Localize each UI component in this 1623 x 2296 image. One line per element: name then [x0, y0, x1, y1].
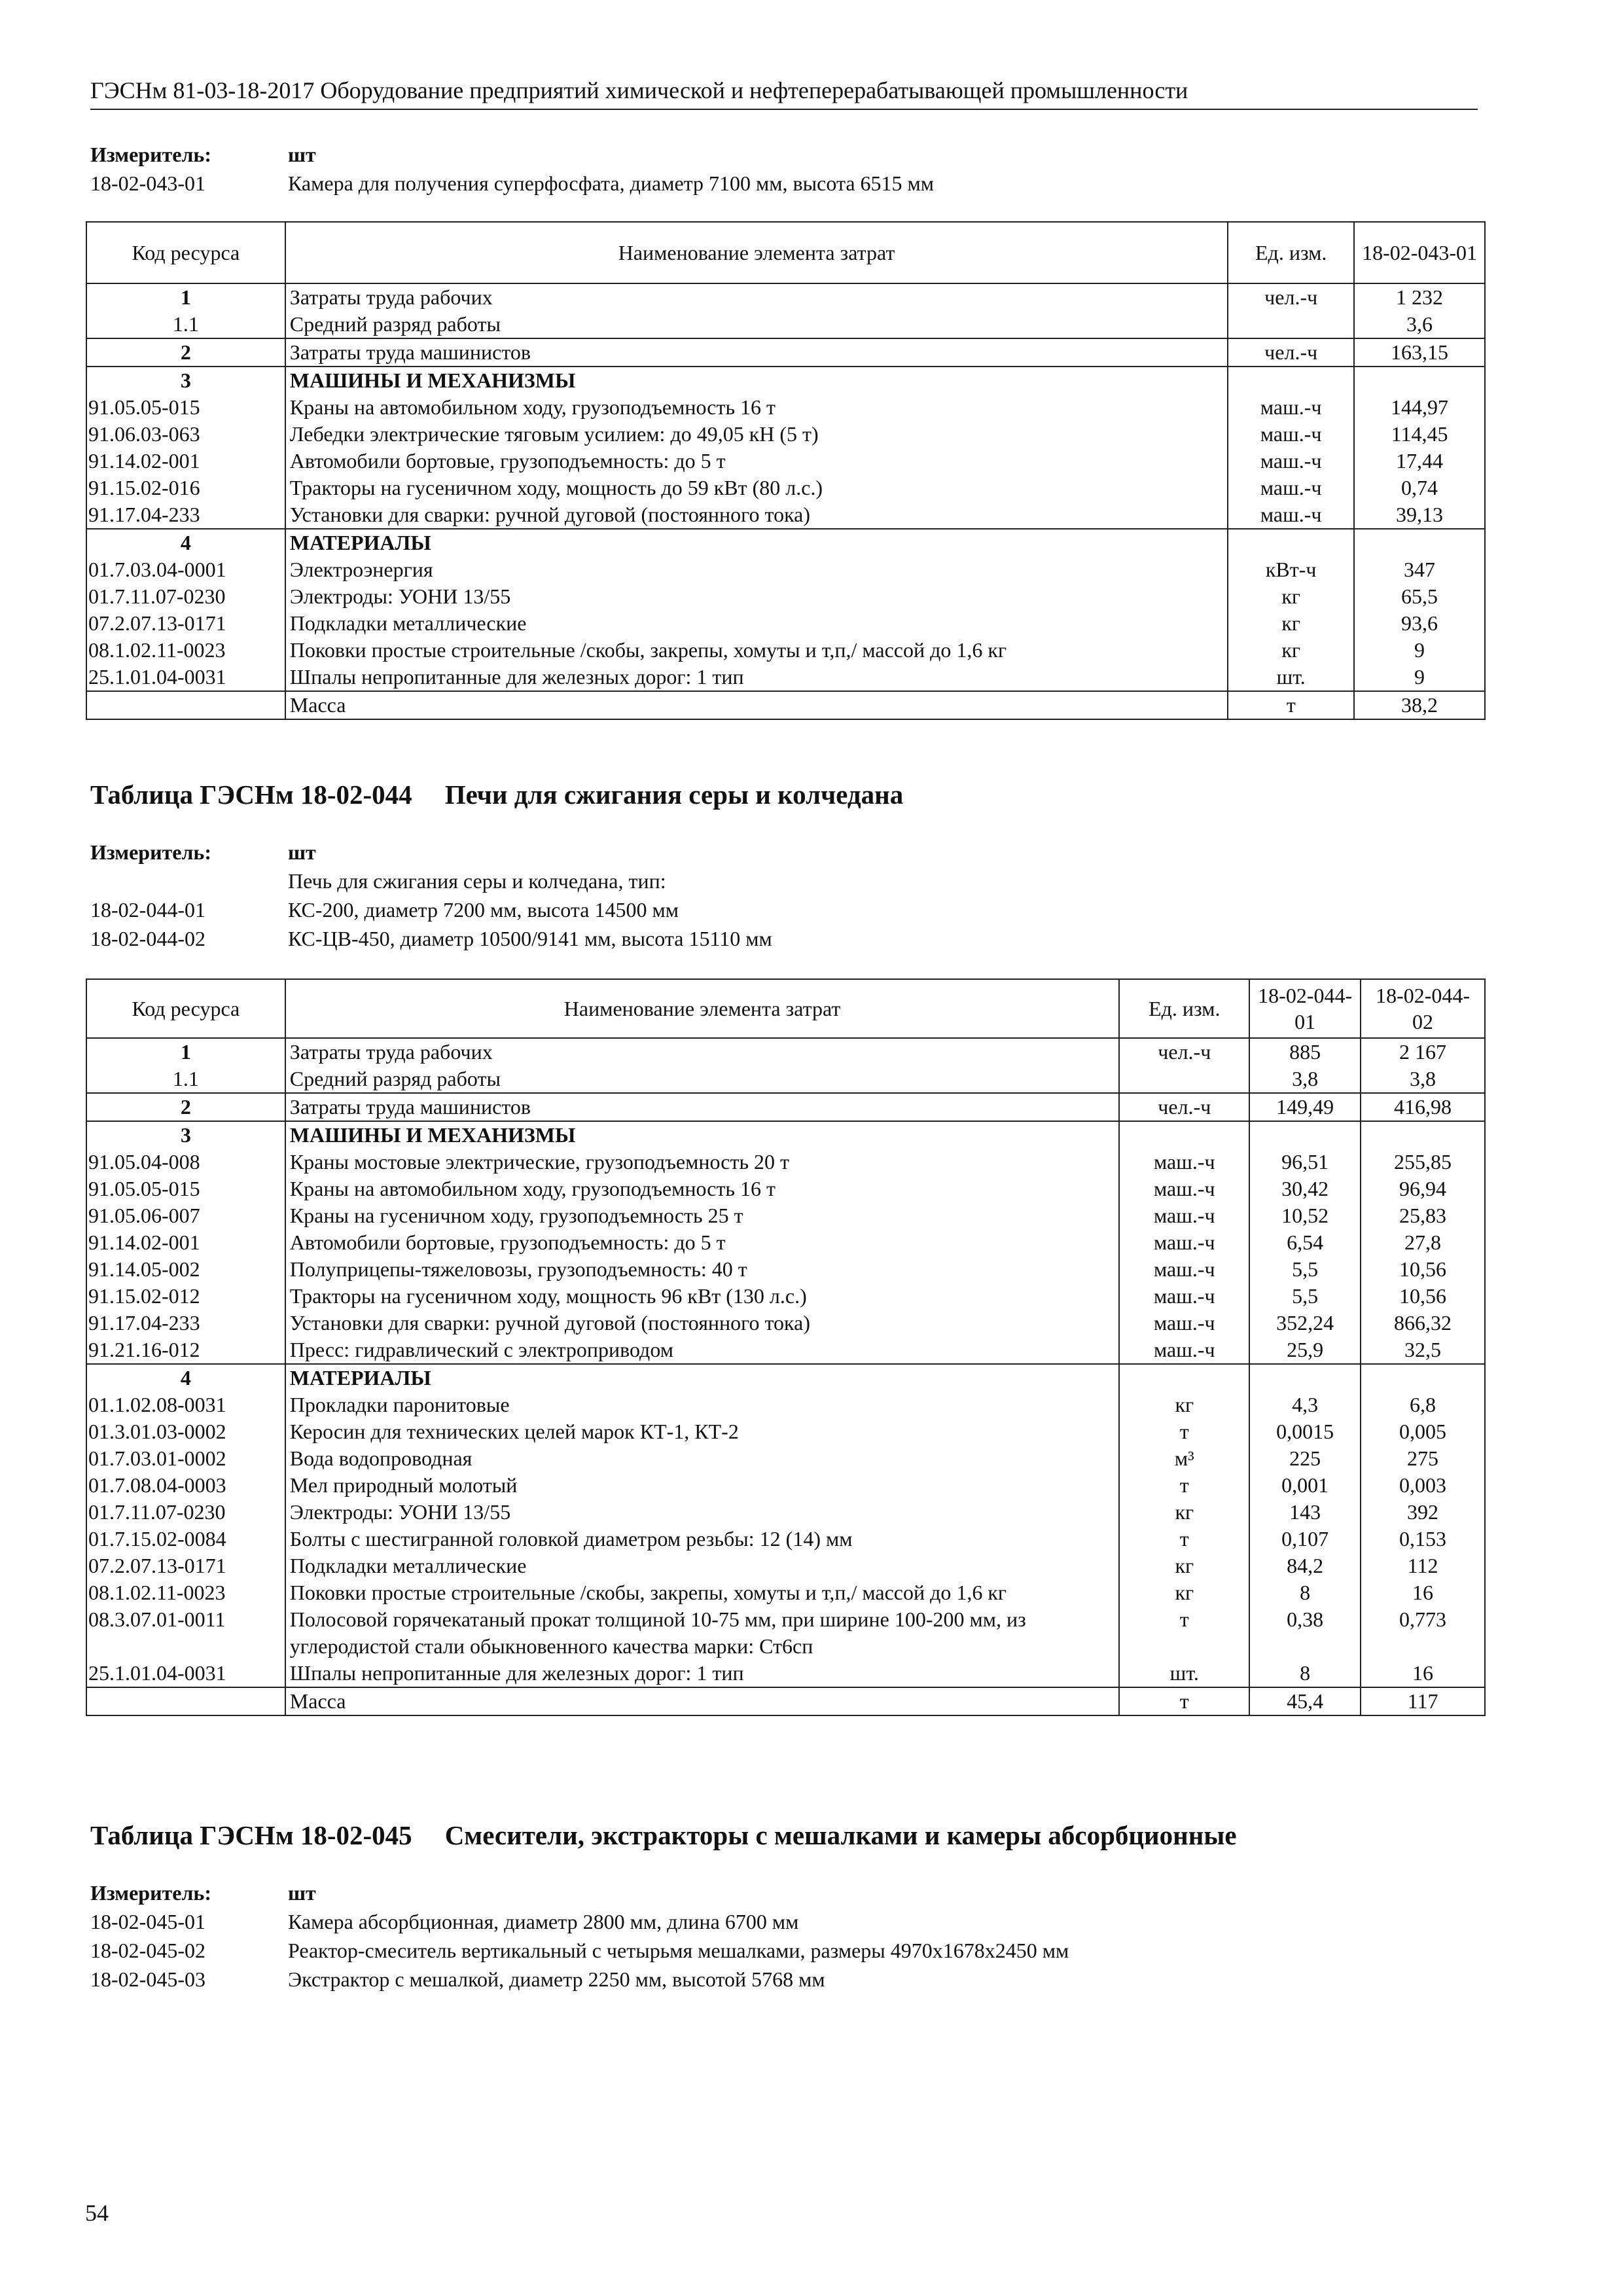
resource-unit: чел.-ч: [1228, 338, 1354, 367]
norm-value: [1354, 367, 1485, 394]
norm-value: 3,6: [1354, 311, 1485, 338]
resource-unit: [1119, 1121, 1249, 1149]
resource-code: 07.2.07.13-0171: [86, 610, 285, 637]
resource-code: [86, 691, 285, 719]
table-row: [86, 1526, 1485, 1552]
norm-value: 16: [1361, 1660, 1485, 1687]
table-row: [86, 421, 1485, 448]
item-row: [90, 169, 1478, 198]
norm-value: 866,32: [1361, 1310, 1485, 1336]
resource-name: Краны мостовые электрические, грузоподъемность 20 т: [285, 1149, 1120, 1175]
resource-unit: кг: [1228, 637, 1354, 664]
resource-unit: кг: [1228, 610, 1354, 637]
norm-value: 352,24: [1249, 1310, 1361, 1336]
resource-unit: маш.-ч: [1119, 1229, 1249, 1256]
norm-value: 25,83: [1361, 1202, 1485, 1229]
item-text: КС-ЦВ-450, диаметр 10500/9141 мм, высота 15110 мм: [288, 927, 772, 950]
item-code: 18-02-045-01: [90, 1910, 205, 1933]
norm-value: 0,005: [1361, 1418, 1485, 1445]
norm-value: 38,2: [1354, 691, 1485, 719]
measure-block-045: [90, 1878, 1478, 1994]
norm-value: 84,2: [1249, 1552, 1361, 1579]
table-row: [86, 1687, 1485, 1715]
norm-value: 0,0015: [1249, 1418, 1361, 1445]
item-row: [90, 924, 1478, 953]
item-code: 18-02-043-01: [90, 171, 205, 195]
measure-value: шт: [288, 1881, 316, 1905]
table-row: [86, 1093, 1485, 1121]
resource-code: 3: [86, 367, 285, 394]
norm-value: 149,49: [1249, 1093, 1361, 1121]
resource-unit: маш.-ч: [1119, 1202, 1249, 1229]
measure-value: шт: [288, 143, 316, 166]
norm-value: 275: [1361, 1445, 1485, 1472]
resource-unit: кг: [1119, 1552, 1249, 1579]
norm-value: 9: [1354, 664, 1485, 691]
norm-value: 6,54: [1249, 1229, 1361, 1256]
item-text: Реактор-смеситель вертикальный с четырьмя мешалками, размеры 4970х1678х2450 мм: [288, 1939, 1069, 1962]
norm-value: 96,94: [1361, 1175, 1485, 1202]
resource-code: 1.1: [86, 311, 285, 338]
item-code: 18-02-045-02: [90, 1939, 205, 1962]
resource-name: Масса: [285, 1687, 1120, 1715]
resource-name: Электроэнергия: [285, 556, 1228, 583]
table-row: [86, 1310, 1485, 1336]
norm-value: 117: [1361, 1687, 1485, 1715]
resource-name: Масса: [285, 691, 1228, 719]
resource-name: Краны на автомобильном ходу, грузоподъемность 16 т: [285, 1175, 1120, 1202]
resource-unit: т: [1119, 1472, 1249, 1499]
table-row: [86, 1202, 1485, 1229]
resource-unit: маш.-ч: [1228, 501, 1354, 529]
norm-value: 10,56: [1361, 1256, 1485, 1283]
item-code: 18-02-044-01: [90, 898, 205, 922]
resource-code: 91.14.02-001: [86, 1229, 285, 1256]
running-header: ГЭСНм 81-03-18-2017 Оборудование предприятий химической и нефтеперерабатывающей промышленности: [90, 76, 1478, 110]
table-row: [86, 367, 1485, 394]
resource-name: Затраты труда рабочих: [285, 1038, 1120, 1066]
resource-name: Тракторы на гусеничном ходу, мощность до 59 кВт (80 л.с.): [285, 475, 1228, 501]
norm-value: 8: [1249, 1579, 1361, 1606]
resource-name: Подкладки металлические: [285, 1552, 1120, 1579]
section-title-044: [90, 779, 903, 810]
resource-code: 01.7.11.07-0230: [86, 583, 285, 610]
resource-table-043: [86, 221, 1486, 720]
item-row: [90, 1907, 1478, 1936]
resource-unit: маш.-ч: [1228, 475, 1354, 501]
table-row: [86, 1552, 1485, 1579]
table-row: [86, 1472, 1485, 1499]
page-number: 54: [85, 2200, 109, 2226]
resource-code: 01.7.11.07-0230: [86, 1499, 285, 1526]
norm-value: 5,5: [1249, 1283, 1361, 1310]
norm-value: 416,98: [1361, 1093, 1485, 1121]
resource-name: Затраты труда рабочих: [285, 283, 1228, 311]
table-row: [86, 1579, 1485, 1606]
header-code: Код ресурса: [86, 979, 285, 1038]
table-row: [86, 1256, 1485, 1283]
resource-name: Установки для сварки: ручной дуговой (постоянного тока): [285, 501, 1228, 529]
resource-code: 07.2.07.13-0171: [86, 1552, 285, 1579]
header-unit: Ед. изм.: [1119, 979, 1249, 1038]
table-body: [86, 283, 1485, 719]
resource-name: Шпалы непропитанные для железных дорог: 1 тип: [285, 1660, 1120, 1687]
norm-value: 144,97: [1354, 394, 1485, 421]
norm-value: 16: [1361, 1579, 1485, 1606]
resource-code: 01.7.15.02-0084: [86, 1526, 285, 1552]
norm-value: 225: [1249, 1445, 1361, 1472]
norm-value: 6,8: [1361, 1391, 1485, 1418]
resource-code: 4: [86, 1364, 285, 1391]
section-name: Печи для сжигания серы и колчедана: [444, 780, 904, 810]
resource-unit: [1119, 1066, 1249, 1093]
top-measure-block: [90, 140, 1478, 198]
norm-value: 163,15: [1354, 338, 1485, 367]
resource-unit: маш.-ч: [1119, 1310, 1249, 1336]
resource-code: 08.3.07.01-0011: [86, 1606, 285, 1660]
resource-code: 2: [86, 1093, 285, 1121]
resource-unit: кг: [1119, 1391, 1249, 1418]
norm-value: 0,153: [1361, 1526, 1485, 1552]
resource-unit: чел.-ч: [1119, 1038, 1249, 1066]
norm-value: 5,5: [1249, 1256, 1361, 1283]
measure-label: Измеритель:: [90, 1881, 211, 1905]
table-row: [86, 583, 1485, 610]
item-text: КС-200, диаметр 7200 мм, высота 14500 мм: [288, 898, 679, 922]
resource-unit: маш.-ч: [1119, 1175, 1249, 1202]
item-code: 18-02-045-03: [90, 1967, 205, 1991]
table-body: [86, 1038, 1485, 1715]
resource-code: [86, 1687, 285, 1715]
resource-unit: [1228, 311, 1354, 338]
norm-value: 30,42: [1249, 1175, 1361, 1202]
resource-name: Пресс: гидравлический с электроприводом: [285, 1336, 1120, 1364]
norm-value: 114,45: [1354, 421, 1485, 448]
resource-code: 91.17.04-233: [86, 1310, 285, 1336]
resource-unit: т: [1119, 1526, 1249, 1552]
resource-code: 2: [86, 338, 285, 367]
norm-value: 25,9: [1249, 1336, 1361, 1364]
table-row: [86, 1391, 1485, 1418]
item-text: Камера для получения суперфосфата, диаметр 7100 мм, высота 6515 мм: [288, 171, 935, 195]
norm-value: [1361, 1364, 1485, 1391]
norm-value: [1249, 1121, 1361, 1149]
resource-name: Электроды: УОНИ 13/55: [285, 583, 1228, 610]
resource-code: 01.7.03.01-0002: [86, 1445, 285, 1472]
norm-value: 65,5: [1354, 583, 1485, 610]
norm-value: 32,5: [1361, 1336, 1485, 1364]
resource-name: МАШИНЫ И МЕХАНИЗМЫ: [285, 367, 1228, 394]
resource-name: Тракторы на гусеничном ходу, мощность 96 кВт (130 л.с.): [285, 1283, 1120, 1310]
norm-value: 347: [1354, 556, 1485, 583]
table-row: [86, 1066, 1485, 1093]
section-prefix: Таблица ГЭСНм 18-02-044: [90, 780, 412, 810]
table-row: [86, 501, 1485, 529]
resource-code: 91.05.04-008: [86, 1149, 285, 1175]
resource-name: Автомобили бортовые, грузоподъемность: до 5 т: [285, 448, 1228, 475]
table-row: [86, 1499, 1485, 1526]
norm-value: 93,6: [1354, 610, 1485, 637]
resource-name: Краны на гусеничном ходу, грузоподъемность 25 т: [285, 1202, 1120, 1229]
resource-unit: шт.: [1119, 1660, 1249, 1687]
norm-value: 1 232: [1354, 283, 1485, 311]
norm-value: 3,8: [1249, 1066, 1361, 1093]
resource-name: Установки для сварки: ручной дуговой (постоянного тока): [285, 1310, 1120, 1336]
resource-name: Электроды: УОНИ 13/55: [285, 1499, 1120, 1526]
resource-code: 91.21.16-012: [86, 1336, 285, 1364]
resource-code: 08.1.02.11-0023: [86, 637, 285, 664]
table-header: [86, 222, 1485, 283]
header-name: Наименование элемента затрат: [285, 222, 1228, 283]
norm-value: 9: [1354, 637, 1485, 664]
header-code: Код ресурса: [86, 222, 285, 283]
resource-code: 25.1.01.04-0031: [86, 664, 285, 691]
resource-unit: [1228, 529, 1354, 556]
resource-code: 91.14.05-002: [86, 1256, 285, 1283]
resource-unit: т: [1119, 1606, 1249, 1660]
table-row: [86, 1364, 1485, 1391]
resource-code: 3: [86, 1121, 285, 1149]
table-row: [86, 691, 1485, 719]
norm-value: 4,3: [1249, 1391, 1361, 1418]
table-row: [86, 1038, 1485, 1066]
norm-value: 255,85: [1361, 1149, 1485, 1175]
resource-code: 1: [86, 1038, 285, 1066]
resource-name: МАТЕРИАЛЫ: [285, 529, 1228, 556]
norm-value: 0,107: [1249, 1526, 1361, 1552]
norm-value: 10,56: [1361, 1283, 1485, 1310]
item-row: [90, 1936, 1478, 1965]
resource-unit: маш.-ч: [1228, 448, 1354, 475]
resource-unit: маш.-ч: [1119, 1256, 1249, 1283]
resource-unit: кг: [1119, 1579, 1249, 1606]
header-col-1: 18-02-044-01: [1249, 979, 1361, 1038]
resource-code: 01.7.03.04-0001: [86, 556, 285, 583]
resource-name: Затраты труда машинистов: [285, 1093, 1120, 1121]
section-prefix: Таблица ГЭСНм 18-02-045: [90, 1820, 412, 1850]
norm-value: 392: [1361, 1499, 1485, 1526]
norm-value: 2 167: [1361, 1038, 1485, 1066]
table-row: [86, 1229, 1485, 1256]
norm-value: 885: [1249, 1038, 1361, 1066]
norm-value: 39,13: [1354, 501, 1485, 529]
resource-name: МАШИНЫ И МЕХАНИЗМЫ: [285, 1121, 1120, 1149]
resource-name: Шпалы непропитанные для железных дорог: 1 тип: [285, 664, 1228, 691]
resource-code: 91.05.06-007: [86, 1202, 285, 1229]
table-row: [86, 475, 1485, 501]
norm-value: 3,8: [1361, 1066, 1485, 1093]
resource-name: Поковки простые строительные /скобы, закрепы, хомуты и т,п,/ массой до 1,6 кг: [285, 1579, 1120, 1606]
header-unit: Ед. изм.: [1228, 222, 1354, 283]
table-row: [86, 637, 1485, 664]
resource-unit: маш.-ч: [1228, 421, 1354, 448]
resource-name: Болты с шестигранной головкой диаметром резьбы: 12 (14) мм: [285, 1526, 1120, 1552]
norm-value: 45,4: [1249, 1687, 1361, 1715]
section-name: Смесители, экстракторы с мешалками и камеры абсорбционные: [444, 1820, 1237, 1850]
norm-value: [1249, 1364, 1361, 1391]
measure-label: Измеритель:: [90, 143, 211, 166]
resource-unit: т: [1119, 1418, 1249, 1445]
resource-name: Лебедки электрические тяговым усилием: до 49,05 кН (5 т): [285, 421, 1228, 448]
resource-unit: кг: [1119, 1499, 1249, 1526]
resource-unit: шт.: [1228, 664, 1354, 691]
norm-value: 96,51: [1249, 1149, 1361, 1175]
table-row: [86, 556, 1485, 583]
section-title-045: [90, 1820, 1237, 1851]
resource-name: Автомобили бортовые, грузоподъемность: до 5 т: [285, 1229, 1120, 1256]
table-row: [86, 1149, 1485, 1175]
resource-name: Средний разряд работы: [285, 311, 1228, 338]
table-row: [86, 394, 1485, 421]
item-intro: Печь для сжигания серы и колчедана, тип:: [288, 869, 666, 893]
norm-value: 143: [1249, 1499, 1361, 1526]
norm-value: 0,003: [1361, 1472, 1485, 1499]
table-header: [86, 979, 1485, 1038]
resource-name: Подкладки металлические: [285, 610, 1228, 637]
resource-code: 91.15.02-016: [86, 475, 285, 501]
resource-code: 91.06.03-063: [86, 421, 285, 448]
norm-value: 17,44: [1354, 448, 1485, 475]
norm-value: 0,773: [1361, 1606, 1485, 1660]
table-row: [86, 1121, 1485, 1149]
resource-code: 91.05.05-015: [86, 1175, 285, 1202]
resource-name: Вода водопроводная: [285, 1445, 1120, 1472]
item-code: 18-02-044-02: [90, 927, 205, 950]
resource-code: 91.14.02-001: [86, 448, 285, 475]
resource-name: Поковки простые строительные /скобы, закрепы, хомуты и т,п,/ массой до 1,6 кг: [285, 637, 1228, 664]
resource-unit: маш.-ч: [1119, 1149, 1249, 1175]
resource-unit: [1119, 1364, 1249, 1391]
table-row: [86, 338, 1485, 367]
resource-table-044: [86, 978, 1486, 1716]
measure-block-044: [90, 838, 1478, 953]
resource-unit: чел.-ч: [1119, 1093, 1249, 1121]
norm-value: 112: [1361, 1552, 1485, 1579]
norm-value: 10,52: [1249, 1202, 1361, 1229]
norm-value: 0,38: [1249, 1606, 1361, 1660]
resource-code: 91.17.04-233: [86, 501, 285, 529]
resource-code: 01.7.08.04-0003: [86, 1472, 285, 1499]
resource-code: 91.15.02-012: [86, 1283, 285, 1310]
resource-unit: чел.-ч: [1228, 283, 1354, 311]
header-col-2: 18-02-044-02: [1361, 979, 1485, 1038]
resource-name: Мел природный молотый: [285, 1472, 1120, 1499]
norm-value: 0,74: [1354, 475, 1485, 501]
resource-unit: маш.-ч: [1119, 1336, 1249, 1364]
norm-value: 27,8: [1361, 1229, 1485, 1256]
norm-value: 8: [1249, 1660, 1361, 1687]
table-row: [86, 448, 1485, 475]
resource-unit: т: [1228, 691, 1354, 719]
item-row: [90, 895, 1478, 924]
resource-unit: [1228, 367, 1354, 394]
resource-code: 25.1.01.04-0031: [86, 1660, 285, 1687]
table-row: [86, 529, 1485, 556]
norm-value: [1354, 529, 1485, 556]
resource-name: МАТЕРИАЛЫ: [285, 1364, 1120, 1391]
measure-value: шт: [288, 840, 316, 864]
table-row: [86, 1445, 1485, 1472]
resource-code: 91.05.05-015: [86, 394, 285, 421]
resource-name: Краны на автомобильном ходу, грузоподъемность 16 т: [285, 394, 1228, 421]
resource-unit: м³: [1119, 1445, 1249, 1472]
table-row: [86, 1283, 1485, 1310]
resource-name: Средний разряд работы: [285, 1066, 1120, 1093]
table-row: [86, 1660, 1485, 1687]
table-row: [86, 1175, 1485, 1202]
table-row: [86, 1336, 1485, 1364]
resource-unit: маш.-ч: [1228, 394, 1354, 421]
resource-name: Полуприцепы-тяжеловозы, грузоподъемность: 40 т: [285, 1256, 1120, 1283]
table-row: [86, 664, 1485, 691]
item-text: Экстрактор с мешалкой, диаметр 2250 мм, высотой 5768 мм: [288, 1967, 825, 1991]
table-row: [86, 1418, 1485, 1445]
table-row: [86, 311, 1485, 338]
resource-unit: кг: [1228, 583, 1354, 610]
resource-name: Полосовой горячекатаный прокат толщиной 10-75 мм, при ширине 100-200 мм, из углеродистой стали обыкновенного качества марки: Ст6сп: [285, 1606, 1120, 1660]
resource-name: Затраты труда машинистов: [285, 338, 1228, 367]
resource-code: 1.1: [86, 1066, 285, 1093]
resource-code: 08.1.02.11-0023: [86, 1579, 285, 1606]
table-row: [86, 283, 1485, 311]
header-col-1: 18-02-043-01: [1354, 222, 1485, 283]
resource-unit: маш.-ч: [1119, 1283, 1249, 1310]
norm-value: [1361, 1121, 1485, 1149]
resource-code: 01.3.01.03-0002: [86, 1418, 285, 1445]
resource-name: Керосин для технических целей марок КТ-1, КТ-2: [285, 1418, 1120, 1445]
resource-name: Прокладки паронитовые: [285, 1391, 1120, 1418]
resource-unit: кВт-ч: [1228, 556, 1354, 583]
header-name: Наименование элемента затрат: [285, 979, 1120, 1038]
resource-code: 1: [86, 283, 285, 311]
measure-label: Измеритель:: [90, 840, 211, 864]
table-row: [86, 1606, 1485, 1660]
table-row: [86, 610, 1485, 637]
item-text: Камера абсорбционная, диаметр 2800 мм, длина 6700 мм: [288, 1910, 799, 1933]
norm-value: 0,001: [1249, 1472, 1361, 1499]
resource-unit: т: [1119, 1687, 1249, 1715]
resource-code: 4: [86, 529, 285, 556]
resource-code: 01.1.02.08-0031: [86, 1391, 285, 1418]
item-row: [90, 1965, 1478, 1994]
